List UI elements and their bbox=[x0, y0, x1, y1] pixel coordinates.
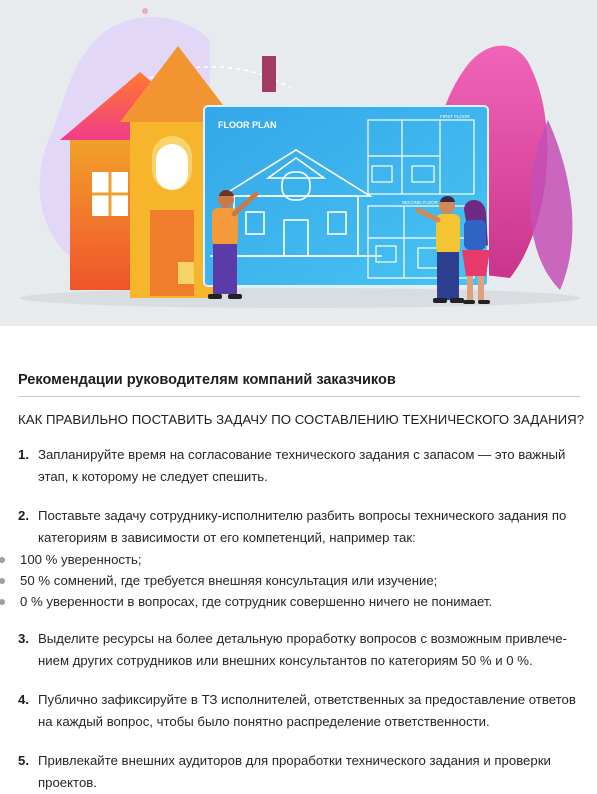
bullet-item bbox=[0, 591, 584, 612]
item-number: 5. bbox=[18, 753, 29, 768]
item-text-line: Поставьте задачу сотруднику-исполнителю разбить вопросы технического задания по bbox=[38, 508, 567, 523]
item-text-line: Запланируйте время на согласование технического задания с запасом — это важный bbox=[38, 447, 566, 462]
item-text-line: нием других сотрудников или внешних консультантов по категориям 50 % и 0 %. bbox=[38, 653, 533, 668]
second-floor-label: SECOND FLOOR bbox=[402, 200, 439, 205]
recommendations-section bbox=[0, 326, 597, 790]
bullet-dot bbox=[0, 578, 5, 584]
item-number: 3. bbox=[18, 631, 29, 646]
item-number: 2. bbox=[18, 508, 29, 523]
bullet-text: 50 % сомнений, где требуется внешняя консультация или изучение; bbox=[20, 573, 438, 588]
bullet-text: 100 % уверенность; bbox=[20, 552, 142, 567]
item-text-line: на каждый вопрос, чтобы было понятно распределение ответственности. bbox=[38, 714, 490, 729]
hero-illustration bbox=[0, 0, 597, 326]
floor-plan-illustration bbox=[0, 0, 597, 326]
item-text-line: Публично зафиксируйте в ТЗ исполнителей, ответственных за предоставление ответов bbox=[38, 692, 576, 707]
item-text-line: проектов. bbox=[38, 775, 97, 790]
ground-shadow bbox=[20, 288, 580, 308]
bullet-dot bbox=[0, 599, 5, 605]
item-text-line: этап, к которому не следует спешить. bbox=[38, 469, 268, 484]
section-title: Рекомендации руководителям компаний заказчиков bbox=[18, 372, 396, 388]
item-text-line: Выделите ресурсы на более детальную проработку вопросов с возможным привлече- bbox=[38, 631, 567, 646]
list-item bbox=[18, 689, 584, 733]
title-divider bbox=[18, 396, 580, 397]
bullet-dot bbox=[0, 557, 5, 563]
recommendations-list bbox=[18, 444, 584, 794]
item-text-line: Привлекайте внешних аудиторов для проработки технического задания и проверки bbox=[38, 753, 551, 768]
list-item bbox=[18, 628, 584, 672]
woman-figure bbox=[462, 200, 490, 304]
item-number: 4. bbox=[18, 692, 29, 707]
bullet-item bbox=[0, 549, 584, 570]
small-dot bbox=[142, 8, 148, 14]
item-text-line: категориям в зависимости от его компетенций, например так: bbox=[38, 530, 416, 545]
bullet-item bbox=[0, 570, 584, 591]
bullet-list bbox=[0, 549, 584, 612]
list-item bbox=[18, 505, 584, 549]
section-question: КАК ПРАВИЛЬНО ПОСТАВИТЬ ЗАДАЧУ ПО СОСТАВЛЕНИЮ ТЕХНИЧЕСКОГО ЗАДАНИЯ? bbox=[18, 412, 585, 427]
bullet-text: 0 % уверенности в вопросах, где сотрудник совершенно ничего не понимает. bbox=[20, 594, 493, 609]
board-label: FLOOR PLAN bbox=[218, 120, 277, 130]
item-number: 1. bbox=[18, 447, 29, 462]
first-floor-label: FIRST FLOOR bbox=[440, 114, 470, 119]
list-item bbox=[18, 444, 584, 488]
